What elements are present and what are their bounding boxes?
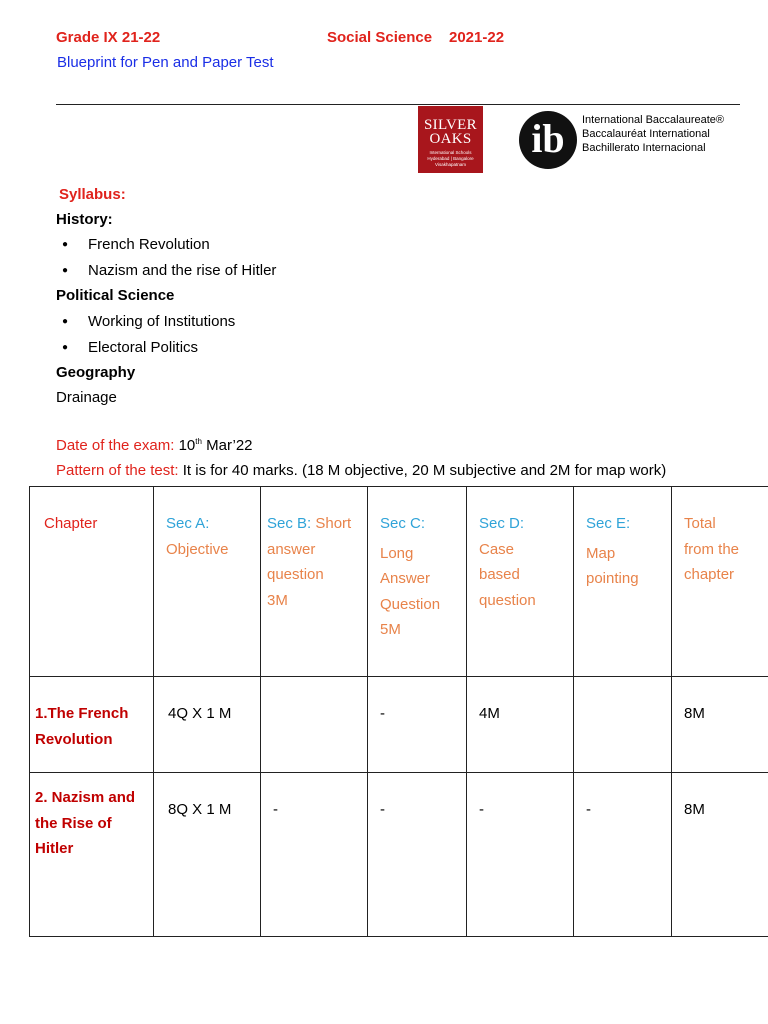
header-sec-d: Sec D: Case based question: [467, 487, 574, 677]
header-chapter: Chapter: [30, 487, 154, 677]
exam-pattern: Pattern of the test: It is for 40 marks. (18 M objective, 20 M subjective and 2M for map work): [56, 462, 667, 479]
header-sec-e: Sec E: Map pointing: [574, 487, 672, 677]
header-sec-b: Sec B: Short answer question 3M: [261, 487, 368, 677]
header-sec-a: Sec A: Objective: [154, 487, 261, 677]
bullet-icon: ●: [62, 265, 69, 276]
header-year: 2021-22: [449, 29, 505, 46]
history-heading: History:: [56, 211, 113, 228]
table-row: [30, 677, 768, 773]
header-total: Total from the chapter: [672, 487, 768, 677]
row-sec-a: 4Q X 1 M: [154, 677, 261, 773]
history-item: Nazism and the rise of Hitler: [88, 262, 277, 279]
ib-logo: ib: [519, 111, 577, 169]
polsci-heading: Political Science: [56, 287, 175, 304]
row-sec-b: [261, 677, 368, 773]
row-total: 8M: [672, 773, 768, 937]
geo-item: Drainage: [56, 389, 117, 406]
history-item: French Revolution: [88, 236, 210, 253]
row-sec-e: -: [574, 773, 672, 937]
row-sec-e: [574, 677, 672, 773]
row-sec-a: 8Q X 1 M: [154, 773, 261, 937]
exam-date: Date of the exam: 10th Mar’22: [56, 437, 253, 454]
header-grade: Grade IX 21-22: [56, 29, 161, 46]
row-total: 8M: [672, 677, 768, 773]
ib-logo-text: International Baccalaureate® Baccalauréat International Bachillerato Internacional: [582, 114, 725, 154]
header-blueprint: Blueprint for Pen and Paper Test: [57, 54, 274, 71]
header-subject: Social Science: [327, 29, 433, 46]
polsci-item: Electoral Politics: [88, 339, 199, 356]
geo-heading: Geography: [56, 364, 136, 381]
row-sec-d: 4M: [467, 677, 574, 773]
blueprint-table: [29, 486, 768, 937]
bullet-icon: ●: [62, 316, 69, 327]
silver-oaks-logo: SILVER OAKS International Schools Hyderabad | Bangalore Visakhapatnam: [418, 106, 483, 173]
table-row: [30, 773, 768, 937]
row-chapter: 2. Nazism and the Rise of Hitler: [30, 773, 154, 937]
row-sec-c: -: [368, 677, 467, 773]
row-sec-d: -: [467, 773, 574, 937]
row-chapter: 1.The French Revolution: [30, 677, 154, 773]
table-header-row: [30, 487, 768, 677]
syllabus-heading: Syllabus:: [59, 186, 126, 203]
row-sec-c: -: [368, 773, 467, 937]
polsci-item: Working of Institutions: [88, 313, 236, 330]
bullet-icon: ●: [62, 239, 69, 250]
header-sec-c: Sec C: Long Answer Question 5M: [368, 487, 467, 677]
row-sec-b: -: [261, 773, 368, 937]
bullet-icon: ●: [62, 342, 69, 353]
header-divider: [56, 104, 740, 105]
